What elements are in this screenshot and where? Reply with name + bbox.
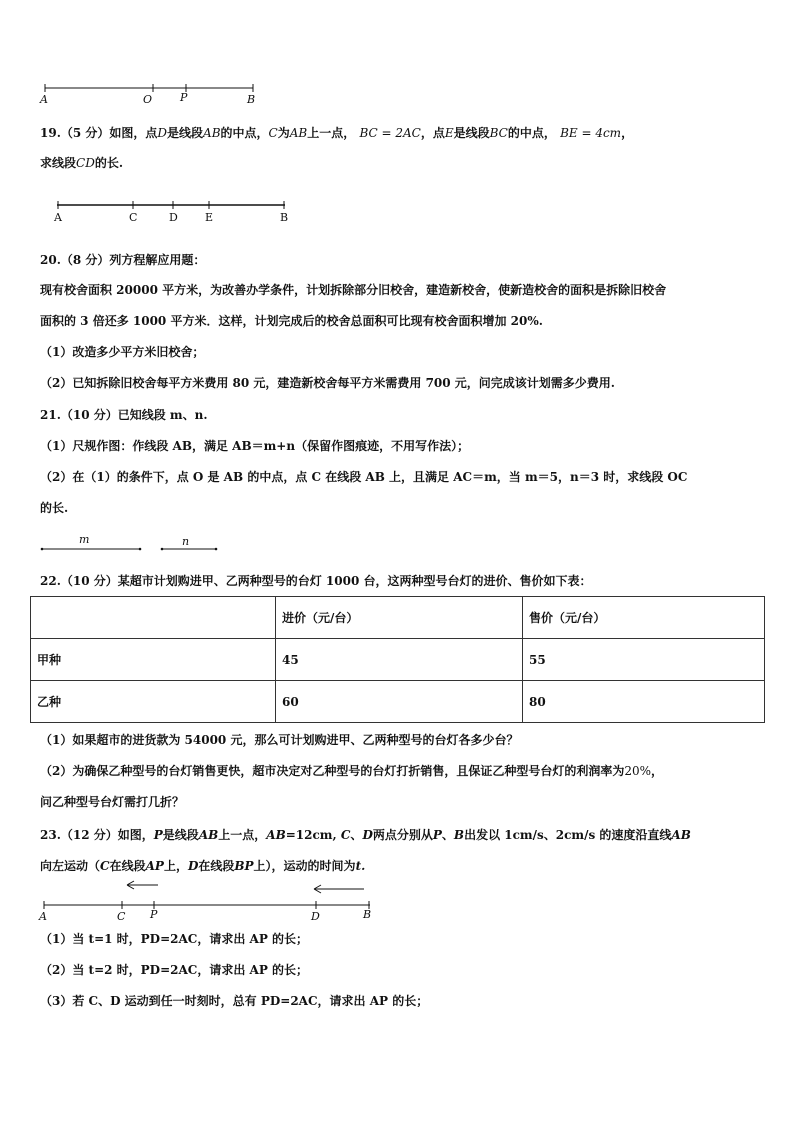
- q23-sub1: （1）当 t=1 时，PD=2AC，请求出 AP 的长；: [40, 932, 309, 946]
- q19-text: 的长.: [94, 156, 124, 170]
- q20-title: 20.（8 分）列方程解应用题：: [40, 253, 206, 267]
- q23-text: 出发以 1cm/s、2cm/s 的速度沿直线: [464, 828, 672, 842]
- q23-var-ab: AB: [266, 828, 286, 842]
- label-a: A: [40, 93, 48, 106]
- q19-text: 的中点，: [220, 126, 269, 140]
- label-b: B: [247, 93, 256, 106]
- q19-text: 19.（5 分）如图，点: [40, 126, 158, 140]
- table-header-cell: 售价（元/台）: [523, 597, 765, 639]
- q19-text: 是线段: [167, 126, 204, 140]
- label-m: m: [79, 533, 90, 546]
- q20-line2: 面积的 3 倍还多 1000 平方米．这样，计划完成后的校舍总面积可比现有校舍面积增加 20%.: [40, 314, 543, 328]
- q23-var-t: t.: [355, 859, 366, 873]
- q23-text: 在线段: [198, 859, 235, 873]
- q19-text: ，点: [420, 126, 445, 140]
- q23-var-ap: AP: [145, 859, 164, 873]
- q23-var-c: C: [340, 828, 351, 842]
- q19-eq-be: BE = 4cm: [560, 126, 622, 140]
- table-cell: 60: [276, 681, 523, 723]
- q19-text: ，: [621, 126, 634, 140]
- table-cell: 甲种: [31, 639, 276, 681]
- q19-var-d: D: [157, 126, 168, 140]
- q20-sub2: （2）已知拆除旧校舍每平方米费用 80 元，建造新校舍每平方米需费用 700 元，问完成该计划需多少费用.: [40, 376, 615, 390]
- q23-var-d: D: [362, 828, 373, 842]
- q19-eq-bc: BC = 2AC: [359, 126, 421, 140]
- q23-text: =12cm,: [285, 828, 337, 842]
- table-cell: 55: [523, 639, 765, 681]
- q23-text: 上，: [163, 859, 188, 873]
- q23-var-c: C: [100, 859, 110, 873]
- q19-text: 求线段: [40, 156, 77, 170]
- q19-text: 是线段: [453, 126, 490, 140]
- q19-var-ab: AB: [203, 126, 221, 140]
- q22-title: 22.（10 分）某超市计划购进甲、乙两种型号的台灯 1000 台，这两种型号台灯的进价、售价如下表：: [40, 574, 592, 588]
- label-c: C: [129, 211, 138, 224]
- label-e: E: [205, 211, 214, 224]
- q21-sub2-line1: （2）在（1）的条件下，点 O 是 AB 的中点，点 C 在线段 AB 上，且满足 AC＝m，当 m＝5，n＝3 时，求线段 OC: [40, 470, 688, 484]
- label-d: D: [169, 211, 178, 224]
- q20-sub1: （1）改造多少平方米旧校舍；: [40, 345, 205, 359]
- q23-text: 在线段: [109, 859, 146, 873]
- label-o: O: [143, 93, 153, 106]
- table-cell: 乙种: [31, 681, 276, 723]
- q23-var-d: D: [187, 859, 199, 873]
- q19-text: 为: [277, 126, 290, 140]
- label-a: A: [54, 211, 62, 224]
- q23-text: 上），运动的时间为: [253, 859, 356, 873]
- q19-var-cd: CD: [76, 156, 95, 170]
- q23-text: 23.（12 分）如图，: [40, 828, 154, 842]
- label-a: A: [39, 910, 47, 923]
- q19-text: 的中点，: [507, 126, 556, 140]
- label-c: C: [117, 910, 126, 923]
- q19-text: 上一点，: [307, 126, 356, 140]
- q21-title: 21.（10 分）已知线段 m、n.: [40, 408, 208, 422]
- q21-sub1: （1）尺规作图：作线段 AB，满足 AB＝m+n（保留作图痕迹，不用写作法）；: [40, 439, 470, 453]
- q23-text: 向左运动（: [40, 859, 101, 873]
- label-b: B: [280, 211, 289, 224]
- q23-text: 、: [350, 828, 363, 842]
- label-d: D: [311, 910, 320, 923]
- q23-var-ab: AB: [198, 828, 219, 842]
- q23-sub3: （3）若 C、D 运动到任一时刻时，总有 PD=2AC，请求出 AP 的长；: [40, 994, 429, 1008]
- q23-var-p: P: [432, 828, 442, 842]
- label-b: B: [363, 908, 372, 921]
- q23-text: 、: [441, 828, 454, 842]
- q23-var-p: P: [153, 828, 163, 842]
- table-cell: 45: [276, 639, 523, 681]
- q22-sub1: （1）如果超市的进货款为 54000 元，那么可计划购进甲、乙两种型号的台灯各多少台？: [40, 733, 519, 747]
- q23-var-b: B: [453, 828, 465, 842]
- q19-var-bc: BC: [489, 126, 508, 140]
- label-p: P: [180, 91, 188, 104]
- label-n: n: [182, 535, 190, 548]
- q20-line1: 现有校舍面积 20000 平方米，为改善办学条件，计划拆除部分旧校舍，建造新校舍，使新造校舍的面积是拆除旧校舍: [40, 283, 667, 297]
- q22-sub2-line2: 问乙种型号台灯需打几折？: [40, 795, 185, 809]
- q22-text: （2）为确保乙种型号的台灯销售更快，超市决定对乙种型号的台灯打折销售，且保证乙种型号台灯的利润率为: [40, 764, 625, 778]
- q23-sub2: （2）当 t=2 时，PD=2AC，请求出 AP 的长；: [40, 963, 309, 977]
- q19-var-e: E: [444, 126, 454, 140]
- q21-sub2-line2: 的长.: [40, 501, 69, 515]
- q23-text: 是线段: [162, 828, 199, 842]
- q23-text: 上一点，: [218, 828, 267, 842]
- q22-percent: 20%: [624, 764, 652, 778]
- q22-text: ，: [651, 764, 664, 778]
- q23-text: 两点分别从: [372, 828, 433, 842]
- table-header-cell: 进价（元/台）: [276, 597, 523, 639]
- q19-var-c: C: [268, 126, 278, 140]
- q23-var-bp: BP: [234, 859, 254, 873]
- label-p: P: [150, 908, 158, 921]
- q23-var-ab: AB: [671, 828, 691, 842]
- table-cell: 80: [523, 681, 765, 723]
- q19-var-ab: AB: [289, 126, 308, 140]
